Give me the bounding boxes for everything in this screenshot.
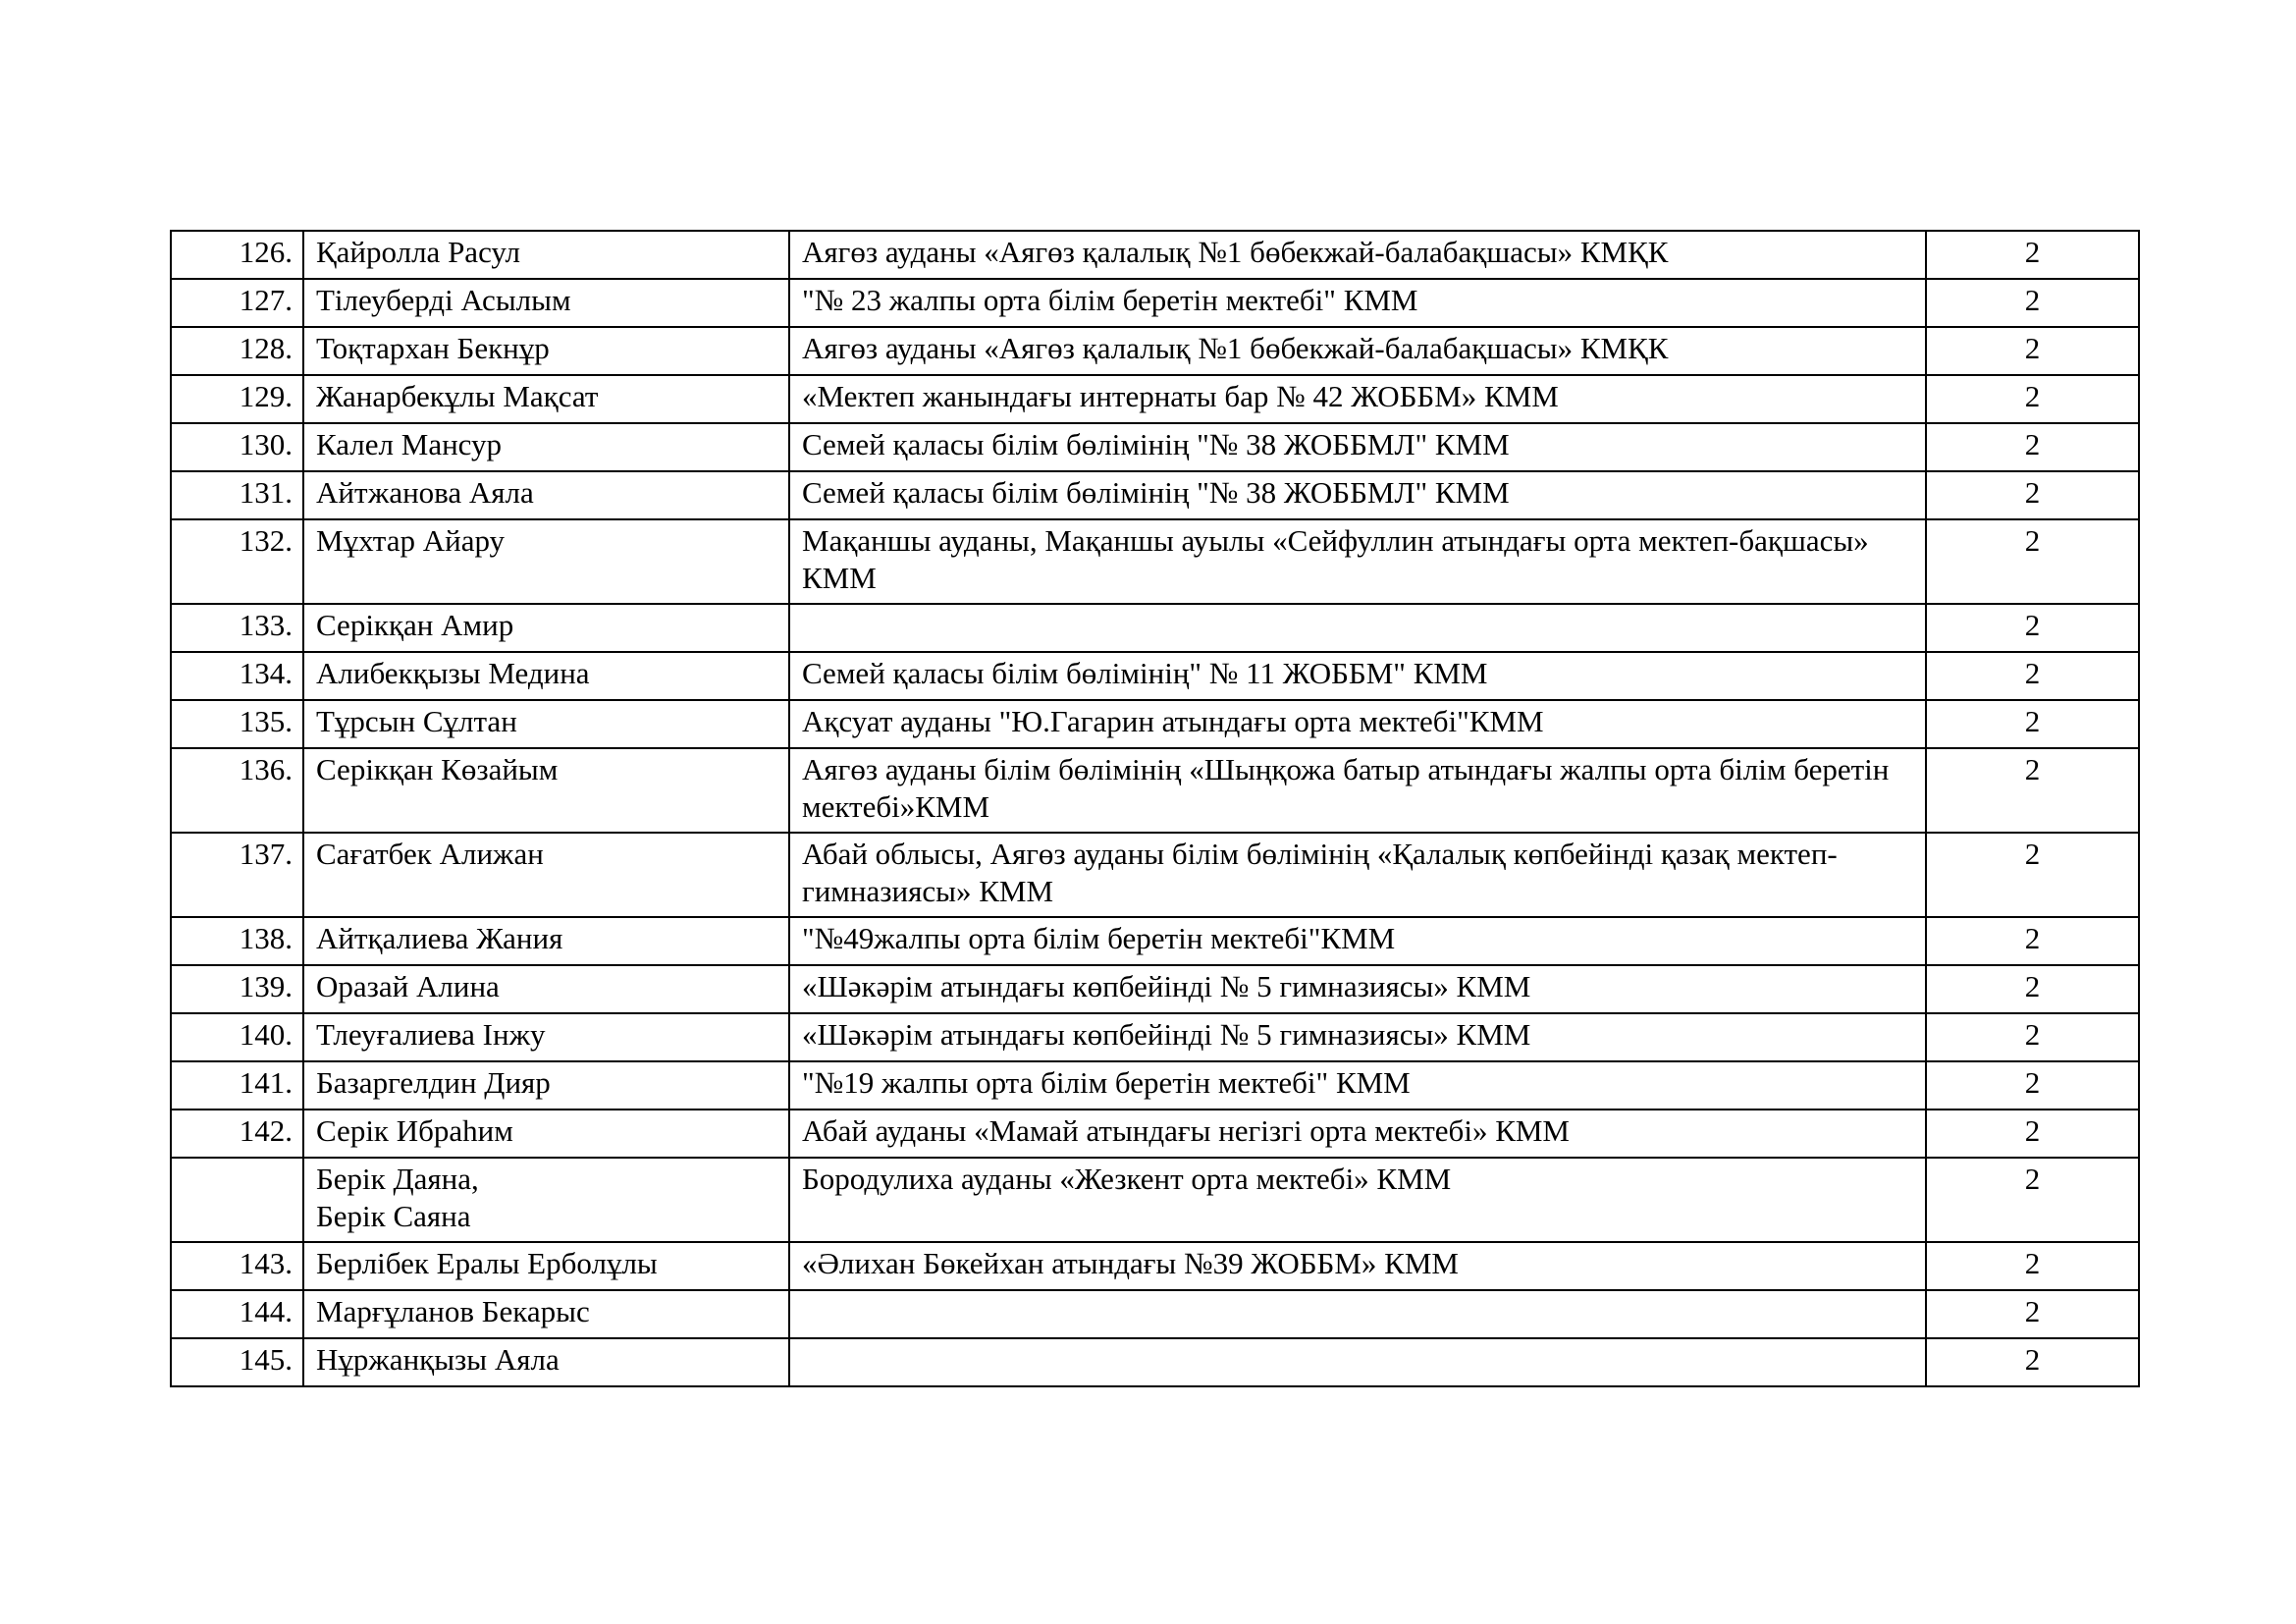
participant-name <box>303 833 789 917</box>
participant-name <box>303 519 789 604</box>
table-row <box>171 423 2139 471</box>
name-line: Базаргелдин Дияр <box>316 1065 551 1100</box>
name-line: Серікқан Көзайым <box>316 752 559 786</box>
score: 2 <box>1926 423 2139 471</box>
name-line: Берік Саяна <box>316 1199 471 1233</box>
participant-name <box>303 231 789 279</box>
name-line: Берлібек Ералы Ерболұлы <box>316 1246 658 1280</box>
organization: Семей қаласы білім бөлімінің "№ 38 ЖОББМЛ" КММ <box>789 423 1926 471</box>
score: 2 <box>1926 604 2139 652</box>
participant-name <box>303 279 789 327</box>
score: 2 <box>1926 1242 2139 1290</box>
table-row <box>171 700 2139 748</box>
name-line: Марғұланов Бекарыс <box>316 1294 590 1328</box>
participant-name <box>303 917 789 965</box>
table-row <box>171 833 2139 917</box>
results-table-body <box>171 231 2139 1386</box>
name-line: Қайролла Расул <box>316 235 521 269</box>
table-row <box>171 1110 2139 1158</box>
organization <box>789 1290 1926 1338</box>
name-line: Серік Ибраһим <box>316 1113 513 1148</box>
row-number: 130. <box>171 423 303 471</box>
participant-name <box>303 1013 789 1061</box>
score: 2 <box>1926 833 2139 917</box>
name-line: Жанарбекұлы Мақсат <box>316 379 599 413</box>
table-row <box>171 1338 2139 1386</box>
score: 2 <box>1926 1061 2139 1110</box>
participant-name <box>303 327 789 375</box>
organization: Аягөз ауданы білім бөлімінің «Шыңқожа батыр атындағы жалпы орта білім беретін мектебі»КММ <box>789 748 1926 833</box>
table-row <box>171 1061 2139 1110</box>
score: 2 <box>1926 519 2139 604</box>
participant-name <box>303 1338 789 1386</box>
table-row <box>171 965 2139 1013</box>
score: 2 <box>1926 1110 2139 1158</box>
organization: Бородулиха ауданы «Жезкент орта мектебі» КММ <box>789 1158 1926 1242</box>
table-row <box>171 375 2139 423</box>
participant-name <box>303 1290 789 1338</box>
participant-name <box>303 748 789 833</box>
table-row <box>171 279 2139 327</box>
score: 2 <box>1926 1158 2139 1242</box>
organization <box>789 604 1926 652</box>
table-row <box>171 652 2139 700</box>
score: 2 <box>1926 1338 2139 1386</box>
score: 2 <box>1926 279 2139 327</box>
row-number: 128. <box>171 327 303 375</box>
score: 2 <box>1926 1290 2139 1338</box>
organization: "№19 жалпы орта білім беретін мектебі" КММ <box>789 1061 1926 1110</box>
participant-name <box>303 1061 789 1110</box>
organization <box>789 1338 1926 1386</box>
name-line: Алибекқызы Медина <box>316 656 590 690</box>
table-row <box>171 1242 2139 1290</box>
row-number: 140. <box>171 1013 303 1061</box>
name-line: Тлеуғалиева Інжу <box>316 1017 546 1052</box>
table-row <box>171 519 2139 604</box>
name-line: Айтқалиева Жания <box>316 921 563 955</box>
table-row <box>171 917 2139 965</box>
organization: Семей қаласы білім бөлімінің "№ 38 ЖОББМЛ" КММ <box>789 471 1926 519</box>
score: 2 <box>1926 1013 2139 1061</box>
participant-name <box>303 471 789 519</box>
row-number: 145. <box>171 1338 303 1386</box>
participant-name <box>303 965 789 1013</box>
organization: Аягөз ауданы «Аягөз қалалық №1 бөбекжай-балабақшасы» КМҚК <box>789 231 1926 279</box>
organization: Аягөз ауданы «Аягөз қалалық №1 бөбекжай-балабақшасы» КМҚК <box>789 327 1926 375</box>
score: 2 <box>1926 375 2139 423</box>
participant-name <box>303 423 789 471</box>
score: 2 <box>1926 700 2139 748</box>
row-number: 137. <box>171 833 303 917</box>
organization: Мақаншы ауданы, Мақаншы ауылы «Сейфуллин атындағы орта мектеп-бақшасы» КММ <box>789 519 1926 604</box>
participant-name <box>303 1158 789 1242</box>
table-row <box>171 471 2139 519</box>
name-line: Серікқан Амир <box>316 608 514 642</box>
table-row <box>171 231 2139 279</box>
organization: Абай облысы, Аягөз ауданы білім бөлімінің «Қалалық көпбейінді қазақ мектеп-гимназиясы» КММ <box>789 833 1926 917</box>
row-number: 132. <box>171 519 303 604</box>
table-row <box>171 1013 2139 1061</box>
participant-name <box>303 375 789 423</box>
organization: «Әлихан Бөкейхан атындағы №39 ЖОББМ» КММ <box>789 1242 1926 1290</box>
table-row <box>171 604 2139 652</box>
row-number: 127. <box>171 279 303 327</box>
participant-name <box>303 652 789 700</box>
name-line: Оразай Алина <box>316 969 500 1003</box>
row-number: 135. <box>171 700 303 748</box>
name-line: Сағатбек Алижан <box>316 837 544 871</box>
row-number: 142. <box>171 1110 303 1158</box>
row-number <box>171 1158 303 1242</box>
name-line: Нұржанқызы Аяла <box>316 1342 560 1377</box>
table-row <box>171 748 2139 833</box>
organization: «Шәкәрім атындағы көпбейінді № 5 гимназиясы» КММ <box>789 1013 1926 1061</box>
name-line: Тұрсын Сұлтан <box>316 704 517 738</box>
participant-name <box>303 1110 789 1158</box>
row-number: 144. <box>171 1290 303 1338</box>
name-line: Айтжанова Аяла <box>316 475 534 510</box>
table-row <box>171 327 2139 375</box>
organization: "№49жалпы орта білім беретін мектебі"КММ <box>789 917 1926 965</box>
score: 2 <box>1926 327 2139 375</box>
score: 2 <box>1926 652 2139 700</box>
row-number: 131. <box>171 471 303 519</box>
participant-name <box>303 700 789 748</box>
organization: Семей қаласы білім бөлімінің" № 11 ЖОББМ" КММ <box>789 652 1926 700</box>
row-number: 134. <box>171 652 303 700</box>
name-line: Калел Мансур <box>316 427 503 461</box>
score: 2 <box>1926 965 2139 1013</box>
row-number: 141. <box>171 1061 303 1110</box>
score: 2 <box>1926 471 2139 519</box>
score: 2 <box>1926 748 2139 833</box>
row-number: 126. <box>171 231 303 279</box>
row-number: 143. <box>171 1242 303 1290</box>
organization: Ақсуат ауданы "Ю.Гагарин атындағы орта мектебі"КММ <box>789 700 1926 748</box>
score: 2 <box>1926 917 2139 965</box>
organization: «Мектеп жанындағы интернаты бар № 42 ЖОББМ» КММ <box>789 375 1926 423</box>
row-number: 136. <box>171 748 303 833</box>
score: 2 <box>1926 231 2139 279</box>
table-row <box>171 1158 2139 1242</box>
name-line: Берік Даяна, <box>316 1162 479 1196</box>
organization: «Шәкәрім атындағы көпбейінді № 5 гимназиясы» КММ <box>789 965 1926 1013</box>
organization: "№ 23 жалпы орта білім беретін мектебі" КММ <box>789 279 1926 327</box>
results-table <box>170 230 2140 1387</box>
table-row <box>171 1290 2139 1338</box>
row-number: 129. <box>171 375 303 423</box>
row-number: 139. <box>171 965 303 1013</box>
name-line: Тоқтархан Бекнұр <box>316 331 550 365</box>
name-line: Тілеуберді Асылым <box>316 283 571 317</box>
participant-name <box>303 1242 789 1290</box>
name-line: Мұхтар Айару <box>316 523 506 558</box>
organization: Абай ауданы «Мамай атындағы негізгі орта мектебі» КММ <box>789 1110 1926 1158</box>
row-number: 133. <box>171 604 303 652</box>
row-number: 138. <box>171 917 303 965</box>
participant-name <box>303 604 789 652</box>
